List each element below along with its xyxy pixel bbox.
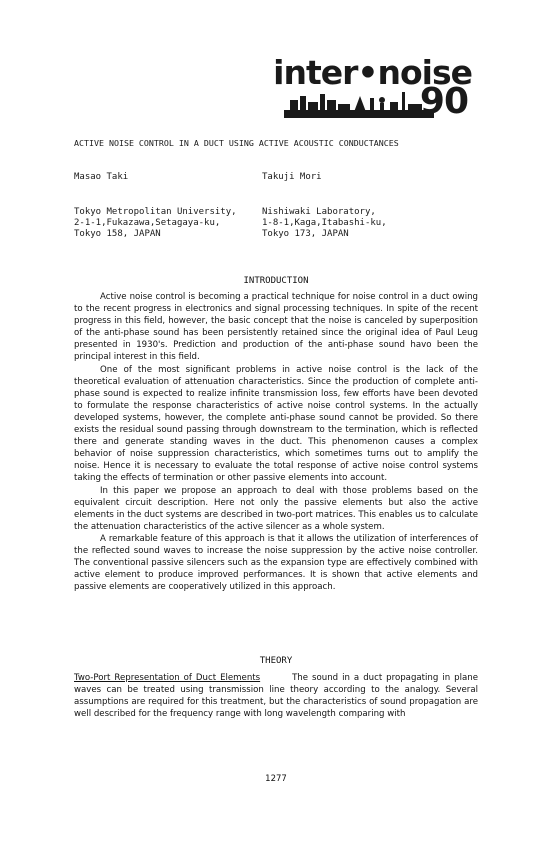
paper-title: ACTIVE NOISE CONTROL IN A DUCT USING ACTIVE ACOUSTIC CONDUCTANCES xyxy=(74,138,399,148)
paragraph: A remarkable feature of this approach is that it allows the utilization of interferences of the reflected sound waves to increase the noise suppression by the active noise controller. The conventional passive silencers such as the expansion type are effectively combined with active element to produce improved performances. It is shown that active elements and passive elements are cooperatively utilized in this approach. xyxy=(74,533,478,593)
logo-year: 90 xyxy=(419,81,468,122)
paragraph: Active noise control is becoming a practical technique for noise control in a duct owing to the recent progress in electronics and signal processing techniques. In spite of the recent progress in this field, however, the basic concept that the noise is canceled by superposition of the anti-phase sound has been persistently retained since the original idea of Paul Leug presented in 1930's. Prediction and production of the anti-phase sound havo been the principal interest in this field. xyxy=(74,292,478,363)
subsection-heading: Two-Port Representation of Duct Elements xyxy=(74,673,261,683)
conference-logo xyxy=(273,53,472,122)
author-name: Takuji Mori xyxy=(262,172,322,182)
paragraph: One of the most significant problems in active noise control is the lack of the theoretical evaluation of attenuation characteristics. Since the production of complete anti-phase sound is expected to realize infinite transmission loss, few efforts have been devoted to formulate the response characteristics of active noise control systems. In the actually developed systems, however, the complete anti-phase sound cannot be provided. So there exists the residual sound passing through downstream to the termination, which is reflected there and generate standing waves in the duct. This phenomenon causes a complex behavior of noise suppression characteristics, which sometimes turns out to amplify the noise. Hence it is necessary to evaluate the total response of active noise control systems taking the effects of termination or other passive elements into account. xyxy=(74,364,478,484)
author-name: Masao Taki xyxy=(74,172,129,182)
section-body xyxy=(74,291,478,593)
author-affiliation: Nishiwaki Laboratory, 1-8-1,Kaga,Itabashi-ku, Tokyo 173, JAPAN xyxy=(262,207,387,239)
section-heading: THEORY xyxy=(259,656,293,666)
section-heading: INTRODUCTION xyxy=(243,276,309,286)
page-number: 1277 xyxy=(265,774,287,784)
paragraph-text: The sound in a duct propagating in plane waves can be treated using transmission line theory according to the analogy. Several assumptions are required for this treatment, but the characteristics of sound propagation are well described for the frequency range with long wavelength comparing with xyxy=(74,673,478,720)
logo-wordmark: inter•noise xyxy=(273,53,472,92)
section-body xyxy=(74,672,478,720)
paragraph xyxy=(74,672,478,720)
paragraph: In this paper we propose an approach to deal with those problems based on the equivalent circuit description. Here not only the passive elements but also the active elements in the duct systems are described in two-port matrices. This enables us to calculate the attenuation characteristics of the active silencer as a whole system. xyxy=(74,485,478,532)
author-affiliation: Tokyo Metropolitan University, 2-1-1,Fukazawa,Setagaya-ku, Tokyo 158, JAPAN xyxy=(74,207,237,239)
logo-cityscape-icon xyxy=(284,88,434,118)
